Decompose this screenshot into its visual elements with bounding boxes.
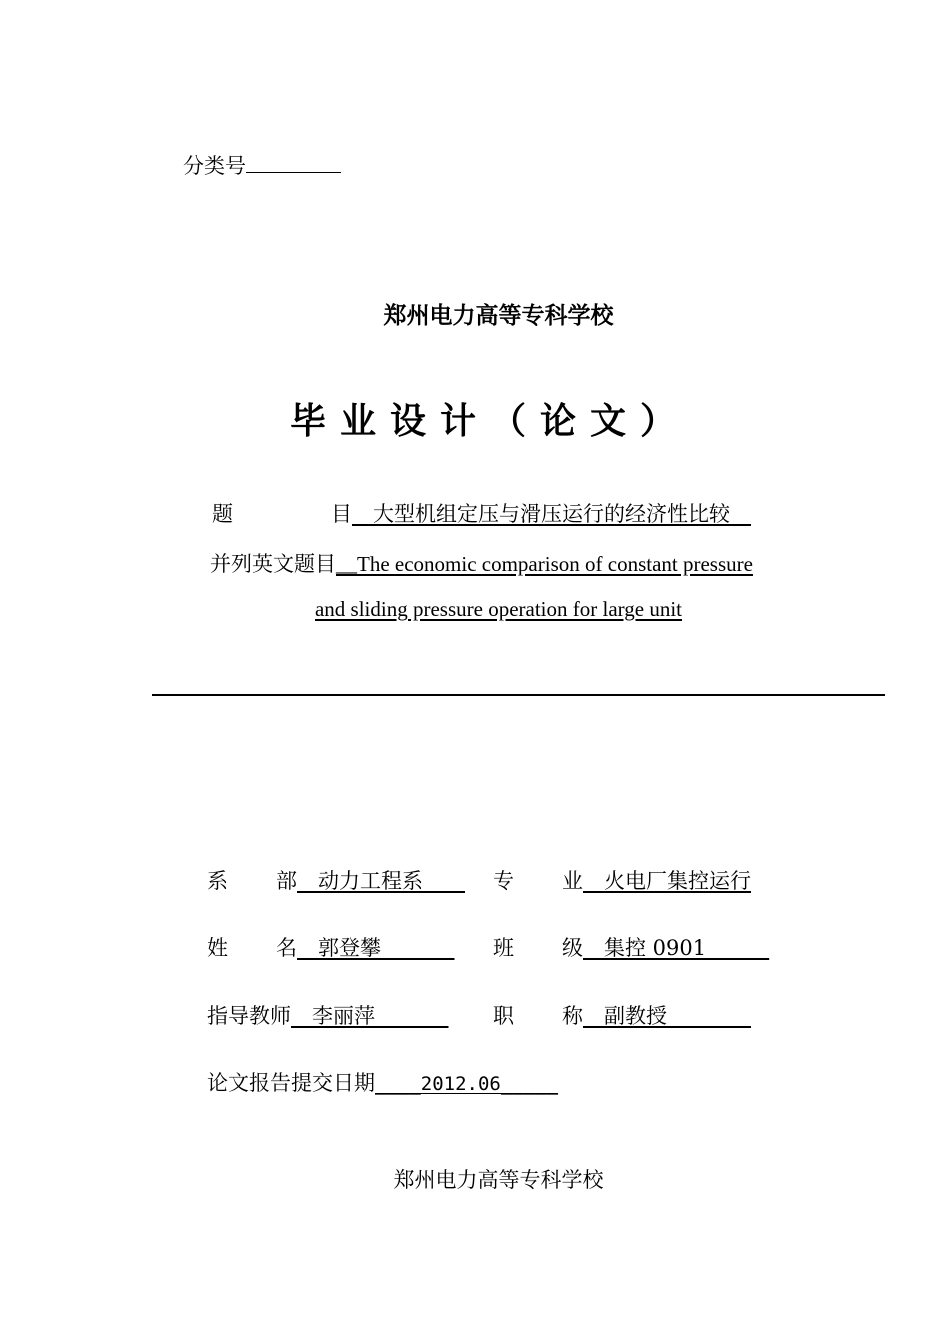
major-field (493, 865, 751, 895)
english-title-row (210, 548, 753, 578)
english-title-row-2 (0, 597, 950, 622)
class-value: __集控 0901______ (583, 936, 770, 960)
department-field (207, 865, 465, 895)
title-label-2: 目 (331, 502, 352, 526)
title-row (212, 498, 751, 528)
class-field (493, 932, 769, 962)
advisor-label: 指导教师 (207, 1004, 291, 1028)
rank-field (493, 1000, 751, 1030)
title-value: __大型机组定压与滑压运行的经济性比较__ (352, 502, 751, 526)
name-label-1: 姓 (207, 936, 228, 960)
submit-date-field (207, 1067, 558, 1097)
rank-value: __副教授________ (583, 1004, 751, 1028)
school-header: 郑州电力高等专科学校 (383, 302, 614, 329)
department-value: __动力工程系____ (297, 869, 465, 893)
english-title-value-line-1: __The economic comparison of constant pressure (336, 552, 753, 576)
english-title-value-line-2: and sliding pressure operation for large unit (314, 597, 683, 621)
major-value: __火电厂集控运行 (583, 869, 751, 893)
advisor-value: __李丽萍_______ (291, 1004, 449, 1028)
divider-rule (152, 694, 885, 696)
name-label-2: 名 (276, 936, 297, 960)
class-label-1: 班 (493, 936, 514, 960)
footer-school: 郑州电力高等专科学校 (393, 1168, 604, 1192)
rank-label-2: 称 (562, 1004, 583, 1028)
classification-number (183, 150, 341, 180)
name-value: __郭登攀_______ (297, 936, 455, 960)
class-label-2: 级 (562, 936, 583, 960)
submit-date-label: 论文报告提交日期 (207, 1071, 375, 1095)
major-label-1: 专 (493, 869, 514, 893)
name-field (207, 932, 455, 962)
classification-blank[interactable] (246, 150, 341, 173)
thesis-heading: 毕业设计（论文） (289, 400, 690, 442)
major-label-2: 业 (562, 869, 583, 893)
rank-label-1: 职 (493, 1004, 514, 1028)
title-label-1: 题 (212, 502, 233, 526)
department-label-1: 系 (207, 869, 228, 893)
advisor-field (207, 1000, 449, 1030)
english-title-label: 并列英文题目 (210, 552, 336, 576)
submit-date-value: ____2012.06_____ (375, 1073, 559, 1095)
classification-label: 分类号 (183, 154, 246, 178)
department-label-2: 部 (276, 869, 297, 893)
